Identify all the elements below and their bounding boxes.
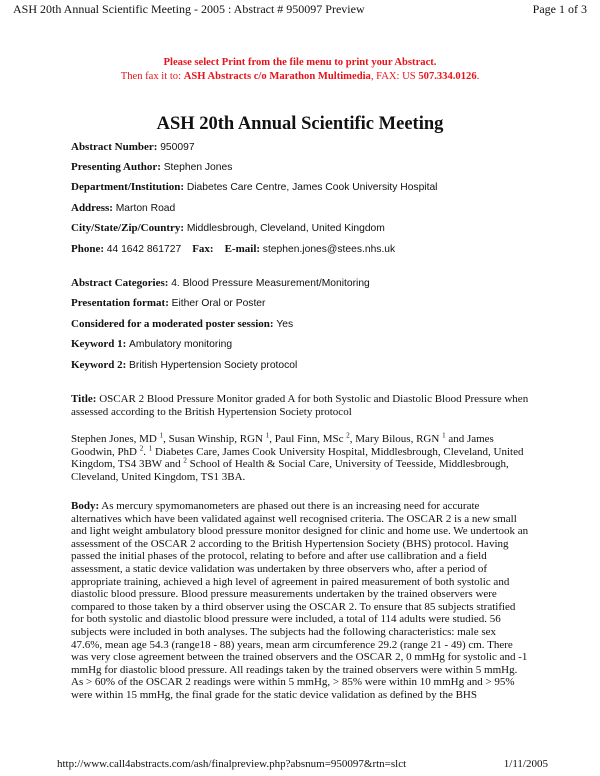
field-abstract-number: Abstract Number: 950097 xyxy=(71,141,195,153)
field-presentation-format: Presentation format: Either Oral or Poster xyxy=(71,297,266,309)
field-department: Department/Institution: Diabetes Care Centre, James Cook University Hospital xyxy=(71,181,438,193)
footer-date: 1/11/2005 xyxy=(503,758,548,770)
field-fax-label: Fax: xyxy=(192,243,214,255)
meeting-title: ASH 20th Annual Scientific Meeting xyxy=(156,114,444,134)
field-phone: Phone: 44 1642 861727 Fax: E-mail: stephen.jones@stees.nhs.uk xyxy=(71,243,396,255)
field-moderated-poster: Considered for a moderated poster session: Yes xyxy=(71,318,294,330)
field-abstract-categories: Abstract Categories: 4. Blood Pressure Measurement/Monitoring xyxy=(71,277,370,289)
abstract-body-text: As mercury spymomanometers are phased out there is an increasing need for accurate alternatives which have been validated against well recognised criteria. The OSCAR 2 is a new small and light weight ambulatory blood pressure monitor designed for clinic and home use. We undertook an assessment of the OSCAR 2 according to the British Hypertension Society (BHS) protocol. Having passed the initial phases of the protocol, relating to before and after use callibration and a field assessment, a static device validation was undertaken by three observers who, after a period of appropriate training, achieved a high level of agreement in paired measurement of both systolic and diastolic blood pressure. Blood pressure measurements undertaken by the trained observers were compared to those taken by a third observer using the OSCAR 2. To ensure that 85 subjects stratified for both systolic and diastolic blood pressure were included, a total of 114 adults were studied. 56 subjects were included in both analyses. The subjects had the following characteristics: male sex 47.6%, mean age 54.3 (range18 - 88) years, mean arm circumference 29.2 (range 21 - 49) cm. There was very close agreement between the trained observers and the OSCAR 2, 0 mmHg for systolic and -1 mmHg for diastolic blood pressure. All readings taken by the trained observers were within 5 mmHg. As > 60% of the OSCAR 2 readings were within 5 mmHg, > 85% were within 10 mmHg and > 95% were within 15 mmHg, the final grade for the static device validation as defined by the BHS xyxy=(71,500,529,701)
page-header-title: ASH 20th Annual Scientific Meeting - 2005 : Abstract # 950097 Preview xyxy=(13,2,365,16)
field-keyword-2: Keyword 2: British Hypertension Society protocol xyxy=(71,359,298,371)
abstract-title: Title: OSCAR 2 Blood Pressure Monitor graded A for both Systolic and Diastolic Blood Pressure when assessed according to the British Hypertension Society protocol xyxy=(71,393,529,418)
field-email-label: E-mail: xyxy=(224,243,261,255)
abstract-title-text: OSCAR 2 Blood Pressure Monitor graded A for both Systolic and Diastolic Blood Pressure when assessed according to the British Hypertension Society protocol xyxy=(71,393,529,418)
abstract-body: Body: As mercury spymomanometers are phased out there is an increasing need for accurate alternatives which have been validated against well recognised criteria. The OSCAR 2 is a new small and light weight ambulatory blood pressure monitor designed for clinic and home use. We undertook an assessment of the OSCAR 2 according to the British Hypertension Society (BHS) protocol. Having passed the initial phases of the protocol, relating to before and after use callibration and a field assessment, a static device validation was undertaken by three observers who, after a period of appropriate training, achieved a high level of agreement in paired measurement of both systolic and diastolic blood pressure. Blood pressure measurements undertaken by the trained observers were compared to those taken by a third observer using the OSCAR 2. To ensure that 85 subjects stratified for both systolic and diastolic blood pressure were included, a total of 114 adults were studied. 56 subjects were included in both analyses. The subjects had the following characteristics: male sex 47.6%, mean age 54.3 (range18 - 88) years, mean arm circumference 29.2 (range 21 - 49) cm. There was very close agreement between the trained observers and the OSCAR 2, 0 mmHg for systolic and -1 mmHg for diastolic blood pressure. All readings taken by the trained observers were within 5 mmHg. As > 60% of the OSCAR 2 readings were within 5 mmHg, > 85% were within 10 mmHg and > 95% were within 15 mmHg, the final grade for the static device validation as defined by the BHS xyxy=(71,500,529,701)
print-notice xyxy=(0,56,600,84)
print-instruction: Please select Print from the file menu to print your Abstract. xyxy=(163,57,437,68)
footer-url: http://www.call4abstracts.com/ash/finalpreview.php?absnum=950097&rtn=slct xyxy=(57,758,407,770)
fax-number: 507.334.0126 xyxy=(418,71,477,82)
field-keyword-1: Keyword 1: Ambulatory monitoring xyxy=(71,338,233,350)
field-city: City/State/Zip/Country: Middlesbrough, Cleveland, United Kingdom xyxy=(71,222,385,234)
author-list: Stephen Jones, MD $^1$, Susan Winship, RGN $^1$, Paul Finn, MSc $^2$, Mary Bilous, RGN $^1$ and James Goodwin, PhD $^2$. $^1$ Diabetes Care, James Cook University Hospital, Middlesbrough, Cleveland, United Kingdom, TS4 3BW and $^2$ School of Health & Social Care, University of Teesside, Middlesbrough, Cleveland, United Kingdom, TS1 3BA. xyxy=(71,431,524,483)
field-email-value: stephen.jones@stees.nhs.uk xyxy=(262,244,396,255)
fax-instruction: Then fax it to: ASH Abstracts c/o Marathon Multimedia, FAX: US 507.334.0126. xyxy=(120,71,480,82)
field-address: Address: Marton Road xyxy=(71,202,176,214)
field-presenting-author: Presenting Author: Stephen Jones xyxy=(71,161,233,173)
page-number: Page 1 of 3 xyxy=(532,2,587,16)
fax-recipient: ASH Abstracts c/o Marathon Multimedia xyxy=(183,71,371,82)
